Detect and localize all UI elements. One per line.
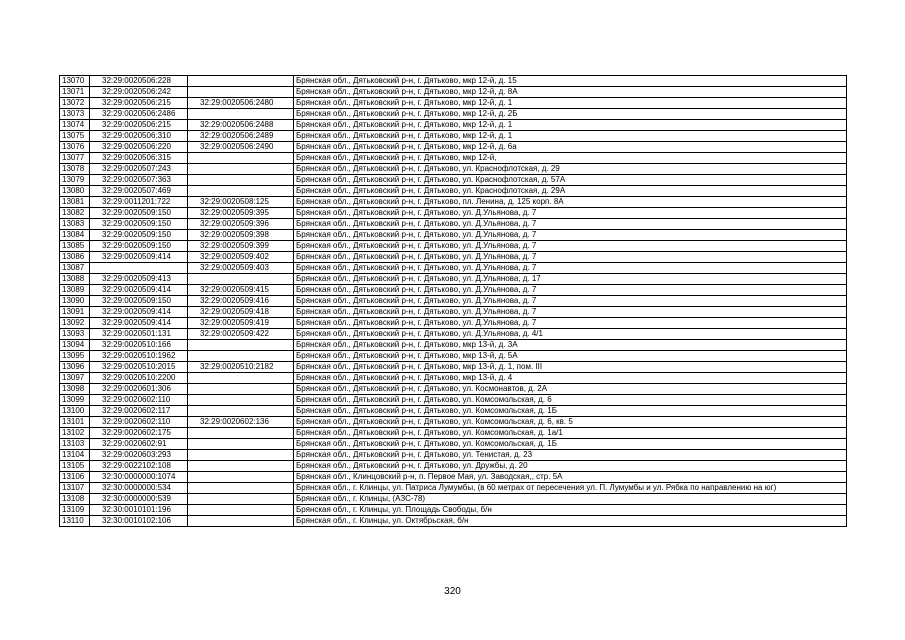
address-cell: Брянская обл., г. Клинцы, ул. Октябрьская, б/н: [294, 516, 847, 527]
cadastral-number-cell: 32:29:0020509:150: [90, 241, 188, 252]
row-number-cell: 13090: [60, 296, 90, 307]
row-number-cell: 13075: [60, 131, 90, 142]
related-cadastral-number-cell: 32:29:0020509:398: [188, 230, 294, 241]
cadastral-number-cell: 32:30:0010102:106: [90, 516, 188, 527]
address-cell: Брянская обл., Дятьковский р-н, г. Дятьково, ул. Краснофлотская, д. 29: [294, 164, 847, 175]
row-number-cell: 13079: [60, 175, 90, 186]
cadastral-number-cell: 32:29:0020506:242: [90, 87, 188, 98]
cadastral-number-cell: 32:30:0000000:534: [90, 483, 188, 494]
row-number-cell: 13101: [60, 417, 90, 428]
cadastral-number-cell: 32:29:0011201:722: [90, 197, 188, 208]
row-number-cell: 13091: [60, 307, 90, 318]
related-cadastral-number-cell: [188, 406, 294, 417]
address-cell: Брянская обл., Дятьковский р-н, г. Дятьково, ул. Комсомольская, д. 6, кв. 5: [294, 417, 847, 428]
registry-table-body: [60, 76, 847, 527]
related-cadastral-number-cell: [188, 373, 294, 384]
related-cadastral-number-cell: [188, 483, 294, 494]
cadastral-number-cell: 32:29:0020509:414: [90, 285, 188, 296]
page-number: 320: [444, 586, 461, 597]
related-cadastral-number-cell: [188, 461, 294, 472]
table-row: [60, 483, 847, 494]
row-number-cell: 13088: [60, 274, 90, 285]
cadastral-number-cell: 32:29:0020602:110: [90, 395, 188, 406]
related-cadastral-number-cell: 32:29:0020509:396: [188, 219, 294, 230]
address-cell: Брянская обл., Дятьковский р-н, г. Дятьково, ул. Д.Ульянова, д. 7: [294, 252, 847, 263]
table-row: [60, 219, 847, 230]
address-cell: Брянская обл., Дятьковский р-н, г. Дятьково, ул. Д.Ульянова, д. 7: [294, 219, 847, 230]
cadastral-number-cell: 32:29:0020506:310: [90, 131, 188, 142]
address-cell: Брянская обл., Дятьковский р-н, г. Дятьково, ул. Д.Ульянова, д. 7: [294, 318, 847, 329]
table-row: [60, 274, 847, 285]
row-number-cell: 13082: [60, 208, 90, 219]
cadastral-number-cell: 32:29:0020507:469: [90, 186, 188, 197]
cadastral-number-cell: 32:29:0020509:413: [90, 274, 188, 285]
related-cadastral-number-cell: 32:29:0020602:136: [188, 417, 294, 428]
related-cadastral-number-cell: 32:29:0020509:399: [188, 241, 294, 252]
address-cell: Брянская обл., Дятьковский р-н, г. Дятьково, мкр 13-й, д. 1, пом. III: [294, 362, 847, 373]
address-cell: Брянская обл., Дятьковский р-н, г. Дятьково, мкр 12-й, д. 2Б: [294, 109, 847, 120]
cadastral-number-cell: 32:29:0020602:175: [90, 428, 188, 439]
cadastral-number-cell: 32:29:0020506:215: [90, 120, 188, 131]
related-cadastral-number-cell: 32:29:0020508:125: [188, 197, 294, 208]
cadastral-number-cell: 32:29:0020510:2015: [90, 362, 188, 373]
table-row: [60, 230, 847, 241]
row-number-cell: 13084: [60, 230, 90, 241]
row-number-cell: 13105: [60, 461, 90, 472]
table-row: [60, 505, 847, 516]
address-cell: Брянская обл., Дятьковский р-н, г. Дятьково, ул. Краснофлотская, д. 57А: [294, 175, 847, 186]
table-row: [60, 439, 847, 450]
table-row: [60, 351, 847, 362]
cadastral-number-cell: 32:29:0020506:315: [90, 153, 188, 164]
registry-table: [59, 75, 847, 527]
row-number-cell: 13087: [60, 263, 90, 274]
related-cadastral-number-cell: [188, 76, 294, 87]
table-row: [60, 417, 847, 428]
cadastral-number-cell: 32:29:0020506:215: [90, 98, 188, 109]
table-row: [60, 373, 847, 384]
row-number-cell: 13103: [60, 439, 90, 450]
cadastral-number-cell: 32:29:0020507:243: [90, 164, 188, 175]
address-cell: Брянская обл., Дятьковский р-н, г. Дятьково, ул. Д.Ульянова, д. 7: [294, 307, 847, 318]
address-cell: Брянская обл., Дятьковский р-н, г. Дятьково, ул. Д.Ульянова, д. 7: [294, 241, 847, 252]
related-cadastral-number-cell: 32:29:0020509:395: [188, 208, 294, 219]
table-row: [60, 241, 847, 252]
row-number-cell: 13102: [60, 428, 90, 439]
cadastral-number-cell: 32:29:0020510:166: [90, 340, 188, 351]
address-cell: Брянская обл., Дятьковский р-н, г. Дятьково, ул. Космонавтов, д. 2А: [294, 384, 847, 395]
row-number-cell: 13092: [60, 318, 90, 329]
related-cadastral-number-cell: [188, 505, 294, 516]
table-row: [60, 450, 847, 461]
related-cadastral-number-cell: [188, 109, 294, 120]
cadastral-number-cell: 32:29:0020506:220: [90, 142, 188, 153]
address-cell: Брянская обл., Дятьковский р-н, г. Дятьково, ул. Д.Ульянова, д. 7: [294, 263, 847, 274]
related-cadastral-number-cell: [188, 428, 294, 439]
row-number-cell: 13106: [60, 472, 90, 483]
cadastral-number-cell: 32:29:0020509:150: [90, 230, 188, 241]
related-cadastral-number-cell: [188, 175, 294, 186]
address-cell: Брянская обл., Дятьковский р-н, г. Дятьково, мкр 12-й, д. 1: [294, 120, 847, 131]
related-cadastral-number-cell: 32:29:0020506:2488: [188, 120, 294, 131]
address-cell: Брянская обл., Дятьковский р-н, г. Дятьково, мкр 12-й,: [294, 153, 847, 164]
table-row: [60, 516, 847, 527]
table-row: [60, 307, 847, 318]
table-row: [60, 340, 847, 351]
related-cadastral-number-cell: [188, 494, 294, 505]
table-row: [60, 120, 847, 131]
table-row: [60, 208, 847, 219]
row-number-cell: 13098: [60, 384, 90, 395]
related-cadastral-number-cell: 32:29:0020509:402: [188, 252, 294, 263]
address-cell: Брянская обл., г. Клинцы, (АЗС-78): [294, 494, 847, 505]
cadastral-number-cell: 32:29:0020509:414: [90, 307, 188, 318]
cadastral-number-cell: 32:30:0010101:196: [90, 505, 188, 516]
related-cadastral-number-cell: 32:29:0020506:2490: [188, 142, 294, 153]
table-row: [60, 395, 847, 406]
table-row: [60, 285, 847, 296]
table-row: [60, 76, 847, 87]
address-cell: Брянская обл., Дятьковский р-н, г. Дятьково, ул. Комсомольская, д. 6: [294, 395, 847, 406]
row-number-cell: 13077: [60, 153, 90, 164]
address-cell: Брянская обл., Дятьковский р-н, г. Дятьково, ул. Дружбы, д. 20: [294, 461, 847, 472]
table-row: [60, 153, 847, 164]
table-row: [60, 263, 847, 274]
address-cell: Брянская обл., Дятьковский р-н, г. Дятьково, ул. Тенистая, д. 23: [294, 450, 847, 461]
related-cadastral-number-cell: 32:29:0020506:2489: [188, 131, 294, 142]
related-cadastral-number-cell: 32:29:0020509:422: [188, 329, 294, 340]
address-cell: Брянская обл., г. Клинцы, ул. Патриса Лумумбы, (в 60 метрах от пересечения ул. П. Лумумбы и ул. Рябка по направлению на юг): [294, 483, 847, 494]
row-number-cell: 13104: [60, 450, 90, 461]
row-number-cell: 13107: [60, 483, 90, 494]
table-row: [60, 329, 847, 340]
related-cadastral-number-cell: [188, 186, 294, 197]
row-number-cell: 13096: [60, 362, 90, 373]
cadastral-number-cell: 32:30:0000000:539: [90, 494, 188, 505]
address-cell: Брянская обл., Дятьковский р-н, г. Дятьково, ул. Д.Ульянова, д. 7: [294, 285, 847, 296]
address-cell: Брянская обл., Дятьковский р-н, г. Дятьково, мкр 12-й, д. 8А: [294, 87, 847, 98]
related-cadastral-number-cell: [188, 274, 294, 285]
row-number-cell: 13109: [60, 505, 90, 516]
address-cell: Брянская обл., Дятьковский р-н, г. Дятьково, ул. Д.Ульянова, д. 7: [294, 230, 847, 241]
row-number-cell: 13086: [60, 252, 90, 263]
table-row: [60, 142, 847, 153]
address-cell: Брянская обл., Дятьковский р-н, г. Дятьково, ул. Д.Ульянова, д. 7: [294, 296, 847, 307]
related-cadastral-number-cell: 32:29:0020510:2182: [188, 362, 294, 373]
table-row: [60, 164, 847, 175]
row-number-cell: 13074: [60, 120, 90, 131]
table-row: [60, 428, 847, 439]
table-row: [60, 98, 847, 109]
row-number-cell: 13072: [60, 98, 90, 109]
row-number-cell: 13099: [60, 395, 90, 406]
row-number-cell: 13076: [60, 142, 90, 153]
related-cadastral-number-cell: [188, 340, 294, 351]
table-row: [60, 461, 847, 472]
row-number-cell: 13100: [60, 406, 90, 417]
address-cell: Брянская обл., Дятьковский р-н, г. Дятьково, ул. Комсомольская, д. 1Б: [294, 406, 847, 417]
address-cell: Брянская обл., Дятьковский р-н, г. Дятьково, мкр 12-й, д. 15: [294, 76, 847, 87]
table-row: [60, 109, 847, 120]
address-cell: Брянская обл., Дятьковский р-н, г. Дятьково, мкр 13-й, д. 3А: [294, 340, 847, 351]
related-cadastral-number-cell: [188, 384, 294, 395]
cadastral-number-cell: 32:29:0020509:414: [90, 318, 188, 329]
row-number-cell: 13071: [60, 87, 90, 98]
table-row: [60, 494, 847, 505]
related-cadastral-number-cell: [188, 472, 294, 483]
related-cadastral-number-cell: [188, 164, 294, 175]
row-number-cell: 13083: [60, 219, 90, 230]
cadastral-number-cell: 32:29:0022102:108: [90, 461, 188, 472]
address-cell: Брянская обл., Дятьковский р-н, г. Дятьково, мкр 12-й, д. 1: [294, 98, 847, 109]
cadastral-number-cell: 32:29:0020501:131: [90, 329, 188, 340]
cadastral-number-cell: 32:29:0020507:363: [90, 175, 188, 186]
related-cadastral-number-cell: 32:29:0020509:403: [188, 263, 294, 274]
related-cadastral-number-cell: [188, 153, 294, 164]
table-row: [60, 472, 847, 483]
cadastral-number-cell: 32:29:0020602:110: [90, 417, 188, 428]
cadastral-number-cell: 32:29:0020602:117: [90, 406, 188, 417]
table-row: [60, 296, 847, 307]
address-cell: Брянская обл., г. Клинцы, ул. Площадь Свободы, б/н: [294, 505, 847, 516]
cadastral-number-cell: 32:29:0020509:150: [90, 208, 188, 219]
table-row: [60, 318, 847, 329]
row-number-cell: 13095: [60, 351, 90, 362]
cadastral-number-cell: 32:29:0020601:306: [90, 384, 188, 395]
related-cadastral-number-cell: [188, 395, 294, 406]
related-cadastral-number-cell: 32:29:0020506:2480: [188, 98, 294, 109]
table-row: [60, 252, 847, 263]
cadastral-number-cell: 32:29:0020602:91: [90, 439, 188, 450]
related-cadastral-number-cell: 32:29:0020509:419: [188, 318, 294, 329]
cadastral-number-cell: 32:29:0020506:2486: [90, 109, 188, 120]
cadastral-number-cell: 32:29:0020510:1962: [90, 351, 188, 362]
row-number-cell: 13097: [60, 373, 90, 384]
address-cell: Брянская обл., Дятьковский р-н, г. Дятьково, ул. Комсомольская, д. 1Б: [294, 439, 847, 450]
address-cell: Брянская обл., Дятьковский р-н, г. Дятьково, мкр 12-й, д. 6а: [294, 142, 847, 153]
cadastral-number-cell: 32:29:0020509:414: [90, 252, 188, 263]
address-cell: Брянская обл., Дятьковский р-н, г. Дятьково, пл. Ленина, д. 125 корп. 8А: [294, 197, 847, 208]
cadastral-number-cell: [90, 263, 188, 274]
address-cell: Брянская обл., Дятьковский р-н, г. Дятьково, мкр 13-й, д. 5А: [294, 351, 847, 362]
table-row: [60, 186, 847, 197]
related-cadastral-number-cell: 32:29:0020509:415: [188, 285, 294, 296]
address-cell: Брянская обл., Клинцовский р-н, п. Первое Мая, ул. Заводская,, стр. 5А: [294, 472, 847, 483]
row-number-cell: 13070: [60, 76, 90, 87]
cadastral-number-cell: 32:29:0020509:150: [90, 219, 188, 230]
row-number-cell: 13073: [60, 109, 90, 120]
address-cell: Брянская обл., Дятьковский р-н, г. Дятьково, ул. Комсомольская, д. 1а/1: [294, 428, 847, 439]
related-cadastral-number-cell: [188, 87, 294, 98]
related-cadastral-number-cell: 32:29:0020509:418: [188, 307, 294, 318]
row-number-cell: 13081: [60, 197, 90, 208]
address-cell: Брянская обл., Дятьковский р-н, г. Дятьково, ул. Д.Ульянова, д. 4/1: [294, 329, 847, 340]
cadastral-number-cell: 32:29:0020603:293: [90, 450, 188, 461]
table-row: [60, 87, 847, 98]
row-number-cell: 13094: [60, 340, 90, 351]
cadastral-number-cell: 32:30:0000000:1074: [90, 472, 188, 483]
table-row: [60, 175, 847, 186]
row-number-cell: 13085: [60, 241, 90, 252]
address-cell: Брянская обл., Дятьковский р-н, г. Дятьково, мкр 12-й, д. 1: [294, 131, 847, 142]
table-row: [60, 197, 847, 208]
row-number-cell: 13089: [60, 285, 90, 296]
address-cell: Брянская обл., Дятьковский р-н, г. Дятьково, ул. Д.Ульянова, д. 17: [294, 274, 847, 285]
table-row: [60, 131, 847, 142]
address-cell: Брянская обл., Дятьковский р-н, г. Дятьково, ул. Краснофлотская, д. 29А: [294, 186, 847, 197]
address-cell: Брянская обл., Дятьковский р-н, г. Дятьково, ул. Д.Ульянова, д. 7: [294, 208, 847, 219]
row-number-cell: 13080: [60, 186, 90, 197]
cadastral-number-cell: 32:29:0020510:2200: [90, 373, 188, 384]
related-cadastral-number-cell: [188, 450, 294, 461]
related-cadastral-number-cell: [188, 516, 294, 527]
related-cadastral-number-cell: [188, 351, 294, 362]
cadastral-number-cell: 32:29:0020509:150: [90, 296, 188, 307]
row-number-cell: 13078: [60, 164, 90, 175]
related-cadastral-number-cell: [188, 439, 294, 450]
address-cell: Брянская обл., Дятьковский р-н, г. Дятьково, мкр 13-й, д. 4: [294, 373, 847, 384]
row-number-cell: 13110: [60, 516, 90, 527]
table-row: [60, 362, 847, 373]
table-row: [60, 406, 847, 417]
related-cadastral-number-cell: 32:29:0020509:416: [188, 296, 294, 307]
row-number-cell: 13093: [60, 329, 90, 340]
cadastral-number-cell: 32:29:0020506:228: [90, 76, 188, 87]
row-number-cell: 13108: [60, 494, 90, 505]
table-row: [60, 384, 847, 395]
